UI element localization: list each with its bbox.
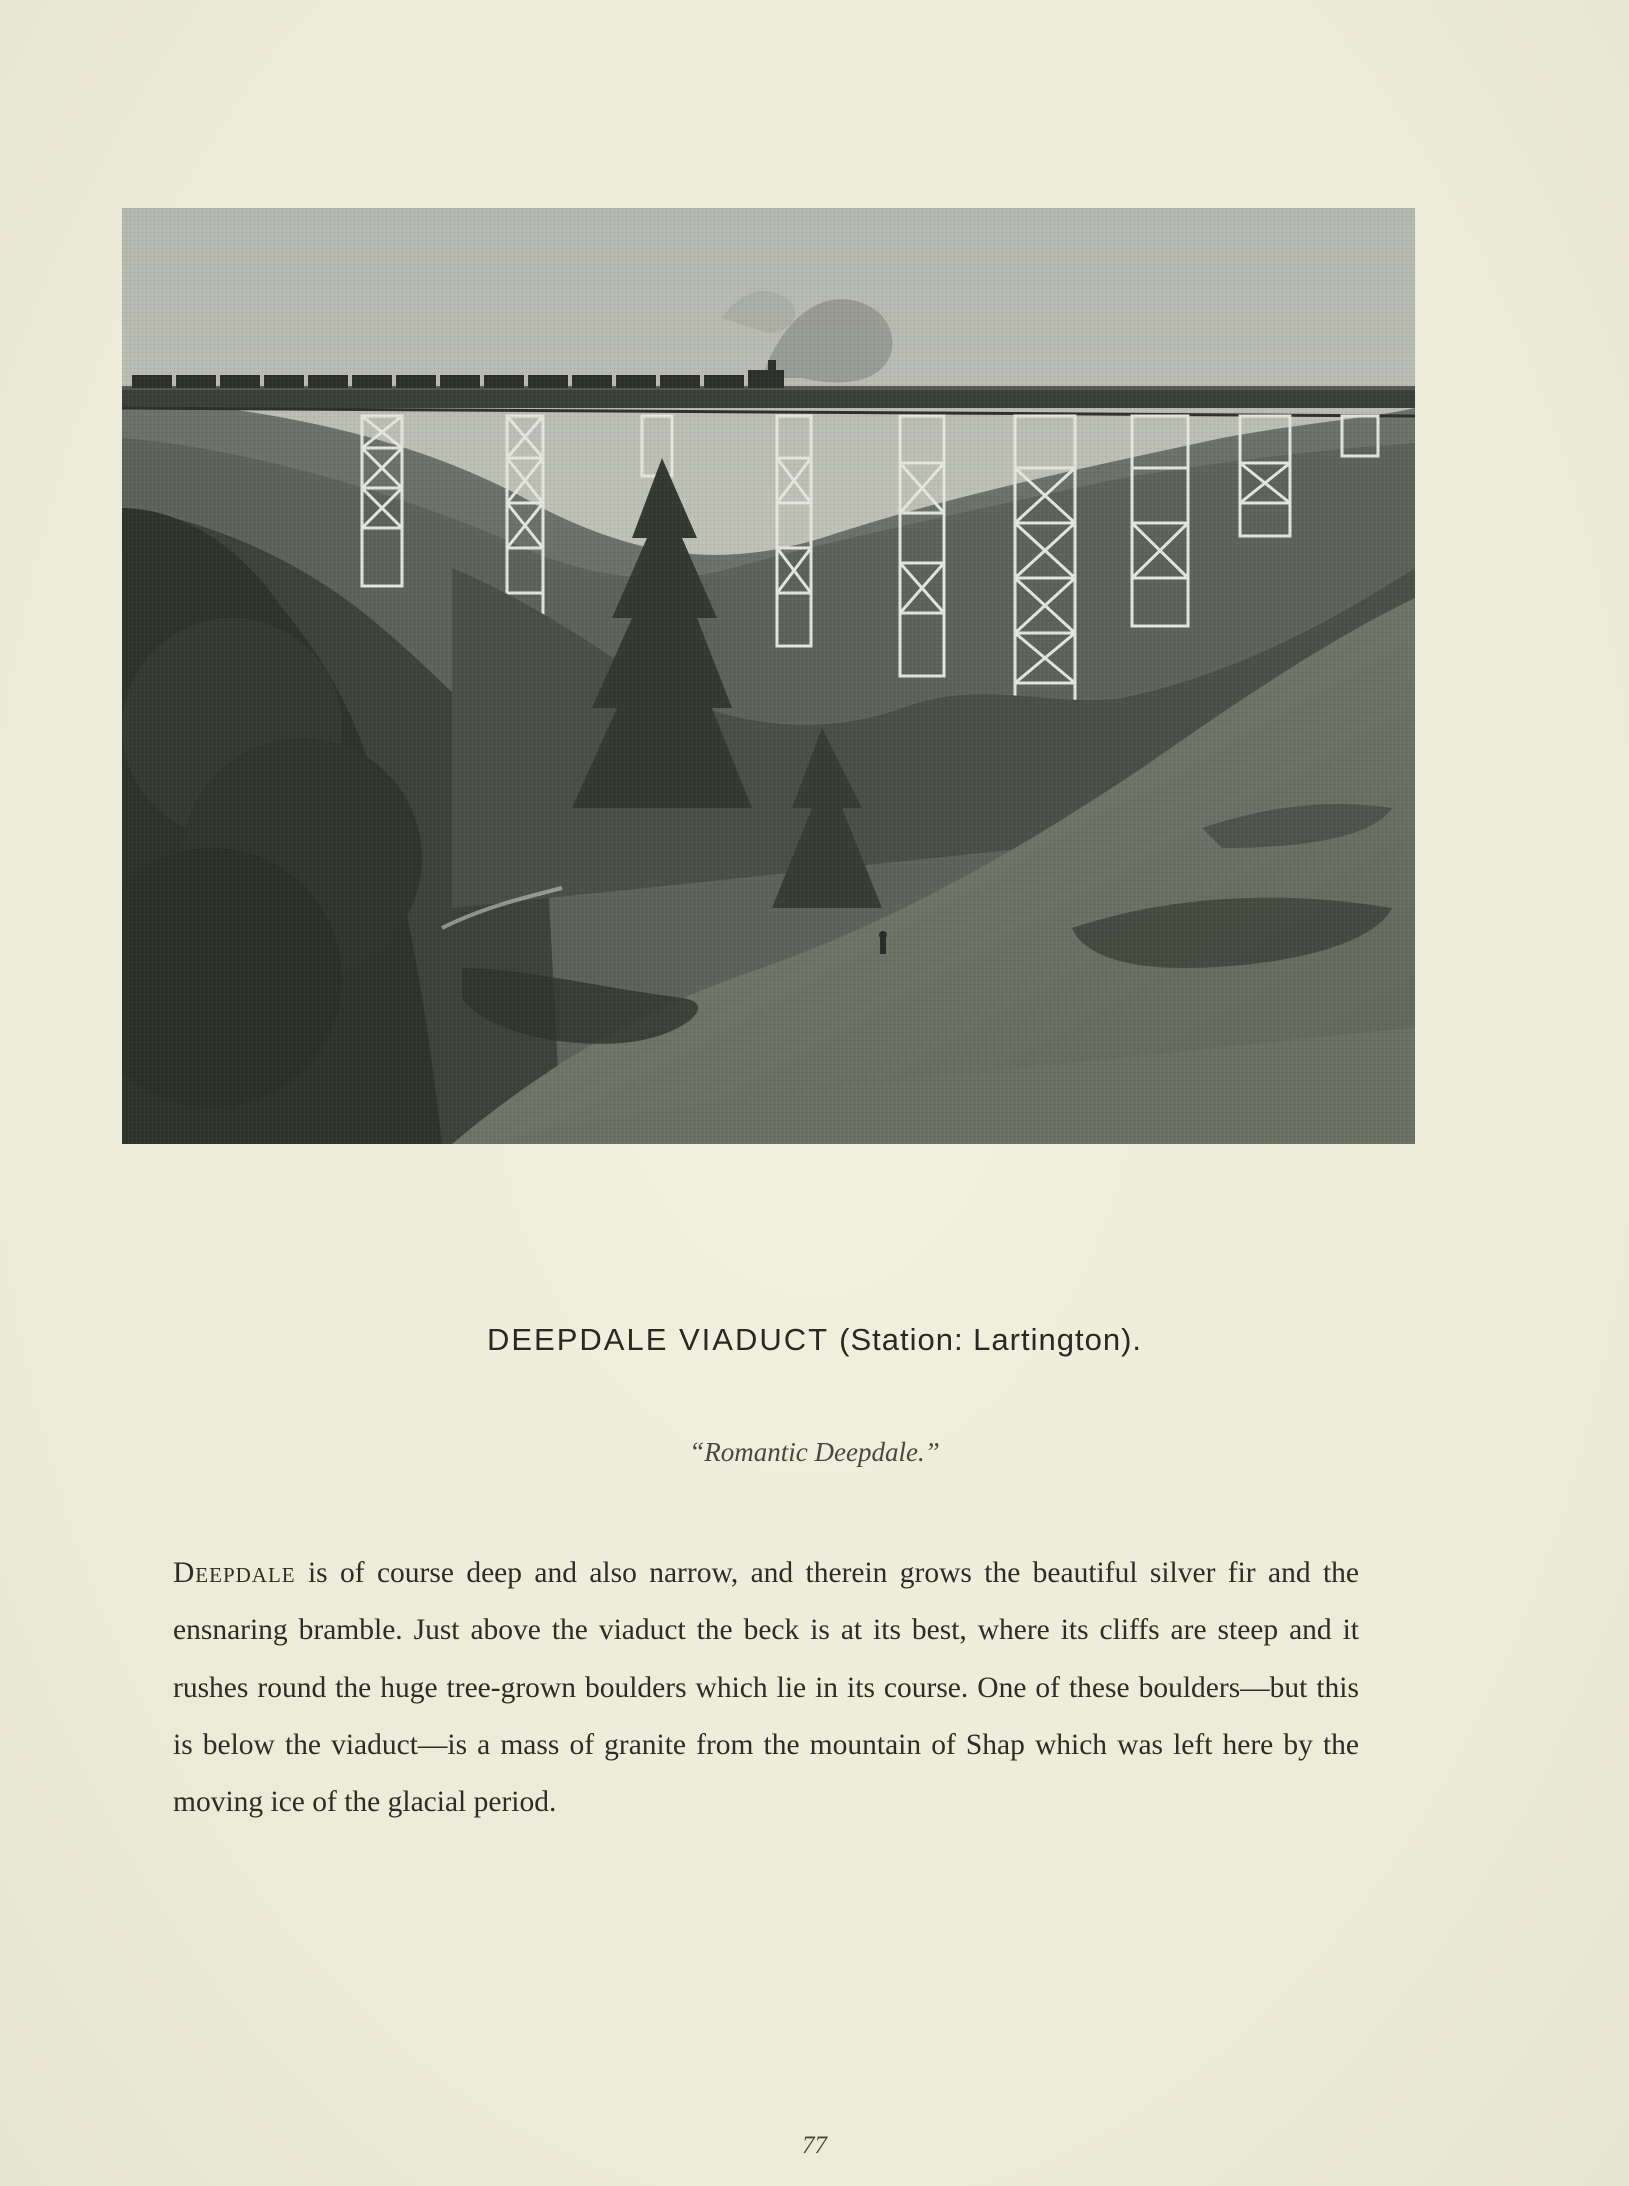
page-number: 77 xyxy=(802,2132,827,2159)
body-text: is of course deep and also narrow, and therein grows the beautiful silver fir and the ensnaring bramble. Just above the viaduct the beck is at its best, where its cliffs are steep and it rushes round the huge tree-grown boulders which lie in its course. One of these boulders—but this is below the viaduct—is a mass of granite from the mountain of Shap which was left here by the moving ice of the glacial period. xyxy=(173,1557,1359,1819)
photograph-image xyxy=(122,208,1415,1144)
caption-title: DEEPDALE VIADUCT xyxy=(486,1322,829,1357)
lead-word: Deepdale xyxy=(173,1557,296,1589)
body-paragraph xyxy=(173,1545,1359,1831)
plate-caption xyxy=(0,1322,1629,1358)
caption-station: (Station: Lartington). xyxy=(839,1322,1143,1357)
viaduct-photograph xyxy=(122,208,1415,1144)
plate-subtitle: “Romantic Deepdale.” xyxy=(689,1437,940,1467)
